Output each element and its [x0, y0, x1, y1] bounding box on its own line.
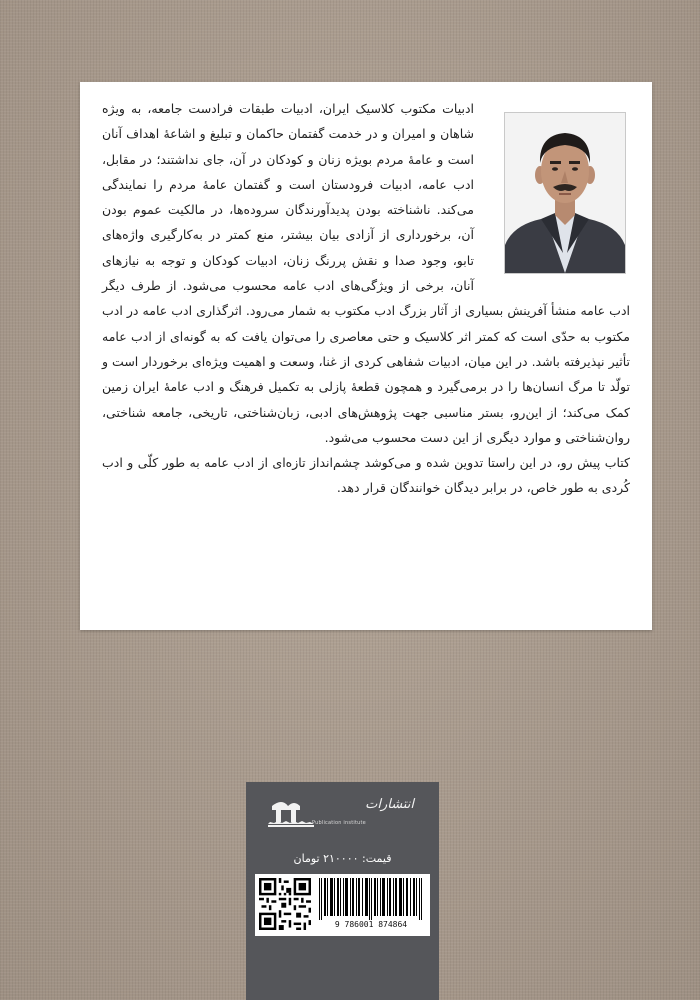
publisher-logo	[266, 796, 421, 832]
publisher-panel	[246, 782, 439, 1000]
blurb-panel	[80, 82, 652, 630]
publisher-logo-icon	[266, 796, 316, 830]
publisher-name: انتشارات	[365, 797, 414, 812]
qr-code-icon	[259, 878, 311, 930]
blurb-paragraph: ادبیات مکتوب کلاسیک ایران، ادبیات طبقات فرادست جامعه، به ویژه شاهان و امیران و در خدمت گفتمان حاکمان و تبلیغ و اشاعهٔ اهداف آنان است و عامهٔ مردم بویژه زنان و کودکان در آن، جای نداشتند؛ در مقابل، ادب عامه، ادبیات فرودستان است و گفتمان عامهٔ مردم را نمایندگی می‌کند. ناشناخته بودن پدیدآورندگان سروده‌ها، در مالکیت عموم بودن آن، برخورداری از آزادی بیان بیشتر، منع کمتر در به‌کارگیری واژه‌های تابو، وجود صدا و نقش پررنگ زنان، ادبیات کودکان و توجه به نیازهای آنان، برخی از ویژگی‌های ادب عامه محسوب می‌شود. از طرف دیگر ادب عامه منشأ آفرینش بسیاری از آثار بزرگ ادب مکتوب به شمار می‌رود. اثرگذاری ادب عامه در ادب مکتوب به حدّی است که کمتر اثر کلاسیک و حتی معاصری را می‌توان یافت که به گونه‌ای از ادب عامه تأثیر نپذیرفته باشد. در این میان، ادبیات شفاهی کردی از غنا، وسعت و اهمیت ویژه‌ای برخوردار است و تولّد تا مرگ انسان‌ها را در برمی‌گیرد و همچون قطعهٔ پازلی به تکمیل فرهنگ و ادب عامهٔ ایران زمین کمک می‌کند؛ از این‌رو، بستر مناسبی جهت پژوهش‌های ادبی، زبان‌شناختی، تاریخی، جامعه شناختی، روان‌شناختی و موارد دیگری از این دست محسوب می‌شود.	[102, 101, 630, 445]
blurb-paragraph: کتاب پیش رو، در این راستا تدوین شده و می‌کوشد چشم‌انداز تازه‌ای از ادب عامه به طور کلّی و ادب کُردی به طور خاص، در برابر دیدگان خوانندگان قرار دهد.	[102, 455, 630, 496]
price-label: قیمت: ۲۱۰۰۰۰ تومان	[293, 852, 392, 865]
isbn-number: 9 786001 874864	[334, 920, 408, 929]
publisher-subtitle: Publication institute	[312, 820, 366, 826]
barcode-box	[255, 874, 430, 936]
blurb-text	[102, 96, 630, 501]
barcode-icon	[317, 878, 425, 920]
